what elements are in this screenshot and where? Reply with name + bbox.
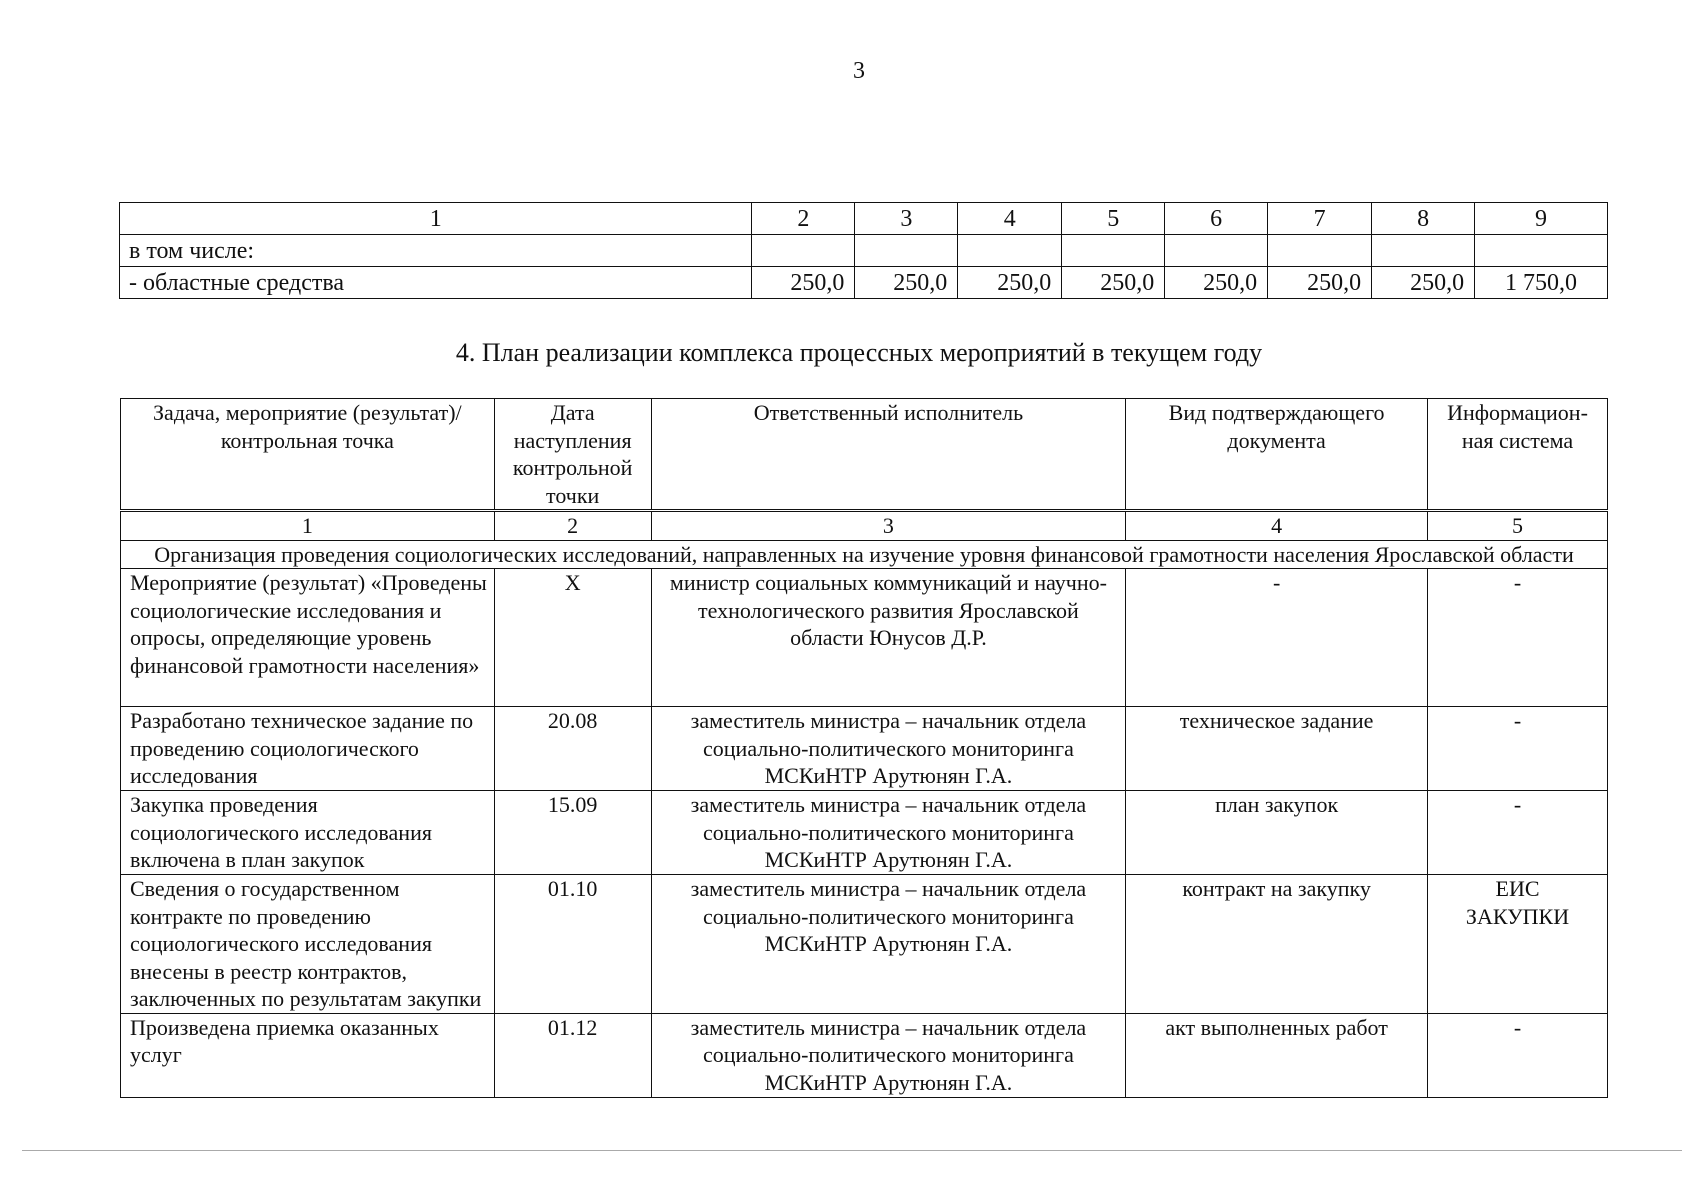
executor-cell: заместитель министра – начальник отдела социально-политического мониторинга МСКиНТР Арутюнян Г.А.	[651, 707, 1126, 791]
document-cell: контракт на закупку	[1126, 875, 1428, 1014]
task-cell: Произведена приемка оказанных услуг	[121, 1013, 495, 1097]
system-cell: -	[1428, 1013, 1608, 1097]
budget-col-number: 5	[1062, 203, 1165, 235]
task-cell: Закупка проведения социологического исследования включена в план закупок	[121, 791, 495, 875]
date-cell: 20.08	[494, 707, 651, 791]
budget-header-row	[120, 203, 1608, 235]
executor-cell: заместитель министра – начальник отдела социально-политического мониторинга МСКиНТР Арутюнян Г.А.	[651, 1013, 1126, 1097]
budget-row-label: - областные средства	[120, 267, 752, 299]
budget-row	[120, 267, 1608, 299]
budget-cell: 250,0	[1372, 267, 1475, 299]
table-row	[121, 1013, 1608, 1097]
document-cell: техническое задание	[1126, 707, 1428, 791]
budget-cell: 250,0	[958, 267, 1062, 299]
budget-cell: 250,0	[1062, 267, 1165, 299]
header-document: Вид подтверждающего документа	[1126, 399, 1428, 511]
plan-header-row	[121, 399, 1608, 511]
budget-cell: 250,0	[1165, 267, 1268, 299]
budget-cell: 250,0	[855, 267, 958, 299]
task-cell: Сведения о государственном контракте по проведению социологического исследования внесены в реестр контрактов, заключенных по результатам закупки	[121, 875, 495, 1014]
column-number: 3	[651, 511, 1126, 541]
plan-table	[120, 398, 1608, 1098]
header-system: Информацион-ная система	[1428, 399, 1608, 511]
budget-col-number: 3	[855, 203, 958, 235]
section-title: 4. План реализации комплекса процессных мероприятий в текущем году	[455, 338, 1263, 367]
task-cell: Разработано техническое задание по проведению социологического исследования	[121, 707, 495, 791]
date-cell: X	[494, 569, 651, 707]
document-cell: план закупок	[1126, 791, 1428, 875]
task-cell: Мероприятие (результат) «Проведены социологические исследования и опросы, определяющие уровень финансовой грамотности населения»	[121, 569, 495, 707]
plan-group-row	[121, 540, 1608, 569]
budget-col-number: 1	[120, 203, 752, 235]
budget-cell	[1062, 235, 1165, 267]
column-number: 5	[1428, 511, 1608, 541]
date-cell: 15.09	[494, 791, 651, 875]
system-cell: ЕИС ЗАКУПКИ	[1428, 875, 1608, 1014]
budget-cell	[958, 235, 1062, 267]
budget-col-number: 2	[752, 203, 855, 235]
budget-cell	[1268, 235, 1372, 267]
table-row	[121, 791, 1608, 875]
bottom-rule	[22, 1150, 1682, 1151]
date-cell: 01.10	[494, 875, 651, 1014]
executor-cell: заместитель министра – начальник отдела социально-политического мониторинга МСКиНТР Арутюнян Г.А.	[651, 875, 1126, 1014]
system-cell: -	[1428, 569, 1608, 707]
system-cell: -	[1428, 707, 1608, 791]
budget-cell	[1372, 235, 1475, 267]
table-row	[121, 707, 1608, 791]
system-cell: -	[1428, 791, 1608, 875]
budget-col-number: 7	[1268, 203, 1372, 235]
budget-col-number: 9	[1475, 203, 1608, 235]
page-number: 3	[853, 58, 865, 84]
budget-col-number: 4	[958, 203, 1062, 235]
header-date: Дата наступления контрольной точки	[494, 399, 651, 511]
budget-cell	[1165, 235, 1268, 267]
budget-col-number: 6	[1165, 203, 1268, 235]
executor-cell: заместитель министра – начальник отдела социально-политического мониторинга МСКиНТР Арутюнян Г.А.	[651, 791, 1126, 875]
document-cell: акт выполненных работ	[1126, 1013, 1428, 1097]
column-number: 4	[1126, 511, 1428, 541]
executor-cell: министр социальных коммуникаций и научно-технологического развития Ярославской области Юнусов Д.Р.	[651, 569, 1126, 707]
group-title: Организация проведения социологических исследований, направленных на изучение уровня финансовой грамотности населения Ярославской области	[121, 540, 1608, 569]
table-row	[121, 569, 1608, 707]
date-cell: 01.12	[494, 1013, 651, 1097]
header-executor: Ответственный исполнитель	[651, 399, 1126, 511]
table-row	[121, 875, 1608, 1014]
budget-cell: 250,0	[752, 267, 855, 299]
budget-cell	[752, 235, 855, 267]
budget-cell-total: 1 750,0	[1475, 267, 1608, 299]
budget-col-number: 8	[1372, 203, 1475, 235]
budget-cell-total	[1475, 235, 1608, 267]
budget-row-label: в том числе:	[120, 235, 752, 267]
column-number: 1	[121, 511, 495, 541]
budget-cell: 250,0	[1268, 267, 1372, 299]
budget-row	[120, 235, 1608, 267]
column-number: 2	[494, 511, 651, 541]
document-cell: -	[1126, 569, 1428, 707]
budget-table	[119, 202, 1608, 299]
budget-cell	[855, 235, 958, 267]
plan-column-numbers	[121, 511, 1608, 541]
header-task: Задача, мероприятие (результат)/ контрольная точка	[121, 399, 495, 511]
